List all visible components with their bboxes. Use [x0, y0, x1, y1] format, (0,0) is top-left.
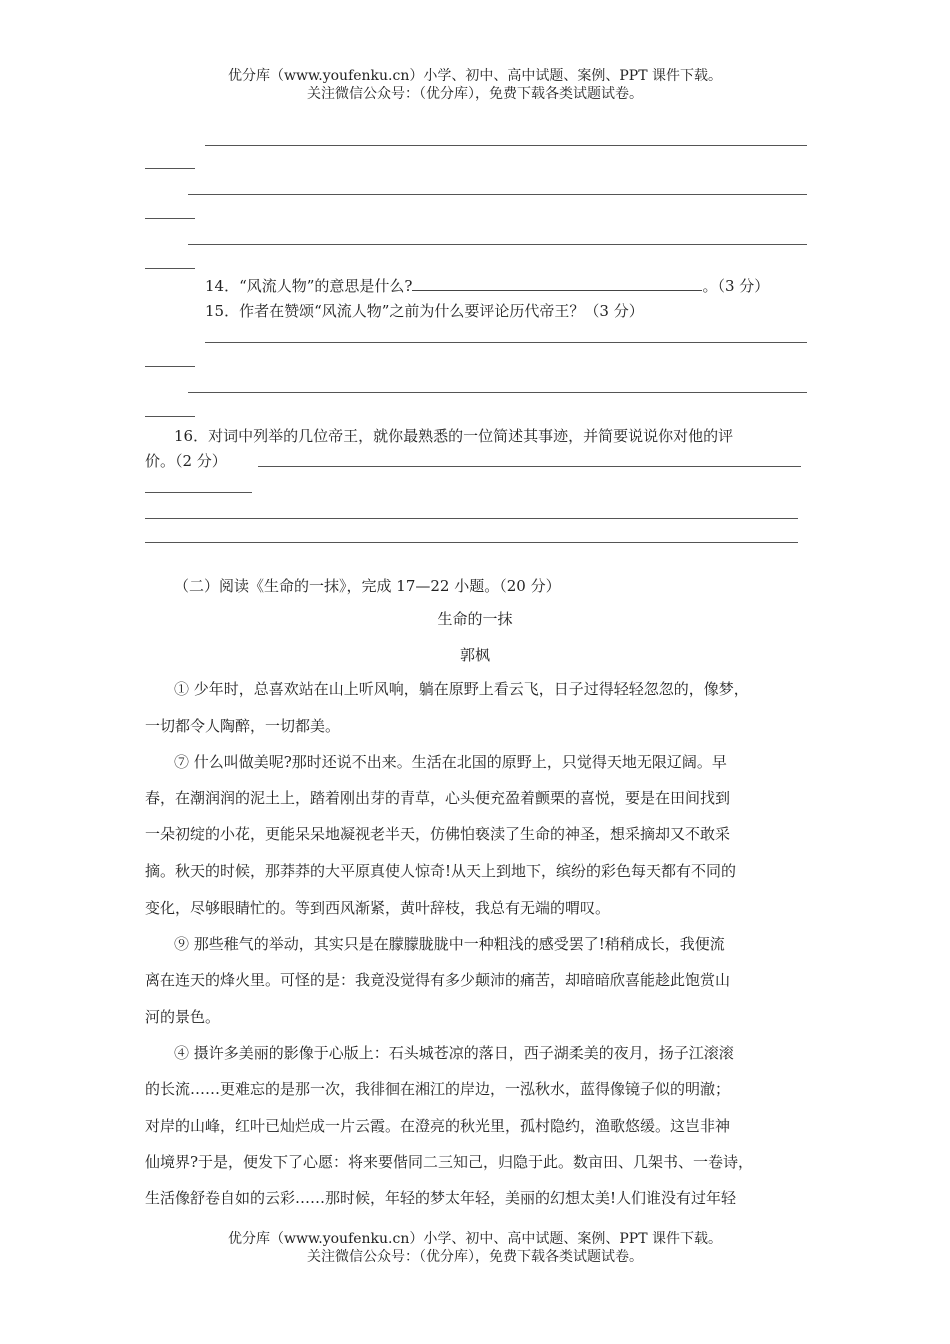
passage-line: ① 少年时，总喜欢站在山上听风响，躺在原野上看云飞，日子过得轻轻忽忽的，像梦， — [174, 680, 749, 698]
answer-line — [145, 542, 798, 543]
footer-line-2: 关注微信公众号：（优分库），免费下载各类试题试卷。 — [307, 1249, 643, 1265]
passage-line: 一切都令人陶醉，一切都美。 — [145, 717, 341, 735]
passage-line: 变化，尽够眼睛忙的。等到西风渐紧，黄叶辞枝，我总有无端的喟叹。 — [145, 899, 611, 917]
answer-line — [188, 194, 807, 195]
answer-line — [188, 392, 807, 393]
answer-line-tail — [145, 268, 195, 269]
answer-line — [258, 466, 801, 467]
passage-line: 河的景色。 — [145, 1008, 221, 1026]
passage-line: 的长流……更难忘的是那一次，我徘徊在湘江的岸边，一泓秋水，蓝得像镜子似的明澈； — [145, 1080, 731, 1098]
answer-line-tail — [145, 416, 195, 417]
passage-line: 摘。秋天的时候，那莽莽的大平原真使人惊奇!从天上到地下，缤纷的彩色每天都有不同的 — [145, 862, 737, 880]
passage-line: 一朵初绽的小花，更能呆呆地凝视老半天，仿佛怕亵渎了生命的神圣，想采摘却又不敢采 — [145, 825, 731, 843]
question-14-score: 。（3 分） — [702, 277, 770, 295]
answer-line — [205, 145, 807, 146]
section-intro: （二）阅读《生命的一抹》，完成 17—22 小题。（20 分） — [174, 577, 561, 595]
answer-line-tail — [145, 218, 195, 219]
passage-line: 春，在潮润润的泥土上，踏着刚出芽的青草，心头便充盈着颤栗的喜悦，要是在田间找到 — [145, 789, 731, 807]
question-15: 15．作者在赞颂“风流人物”之前为什么要评论历代帝王？（3 分） — [205, 302, 644, 320]
header-line-2: 关注微信公众号：（优分库），免费下载各类试题试卷。 — [307, 86, 643, 102]
passage-line: ⑨ 那些稚气的举动，其实只是在朦朦胧胧中一种粗浅的感受罢了!稍稍成长，我便流 — [174, 935, 725, 953]
passage-line: 离在连天的烽火里。可怪的是：我竟没觉得有多少颠沛的痛苦，却暗暗欣喜能趁此饱赏山 — [145, 971, 731, 989]
answer-line-tail — [145, 492, 252, 493]
answer-line — [145, 518, 798, 519]
passage-line: ④ 摄许多美丽的影像于心版上：石头城苍凉的落日，西子湖柔美的夜月，扬子江滚滚 — [174, 1044, 734, 1062]
passage-title: 生命的一抹 — [437, 610, 513, 628]
passage-line: ⑦ 什么叫做美呢?那时还说不出来。生活在北国的原野上，只觉得天地无限辽阔。早 — [174, 753, 727, 771]
question-14 — [205, 276, 769, 296]
question-16-line-1: 16．对词中列举的几位帝王，就你最熟悉的一位简述其事迹，并简要说说你对他的评 — [174, 427, 734, 445]
answer-line-tail — [145, 366, 195, 367]
question-16-line-2: 价。（2 分） — [145, 452, 227, 470]
question-14-text: 14．“风流人物”的意思是什么? — [205, 277, 413, 295]
passage-line: 对岸的山峰，红叶已灿烂成一片云霞。在澄亮的秋光里，孤村隐约，渔歌悠缓。这岂非神 — [145, 1117, 731, 1135]
q14-answer-blank — [412, 276, 702, 291]
answer-line — [188, 244, 807, 245]
answer-line-tail — [145, 168, 195, 169]
footer-line-1: 优分库（www.youfenku.cn）小学、初中、高中试题、案例、PPT 课件下载。 — [227, 1231, 722, 1247]
passage-author: 郭枫 — [459, 646, 490, 664]
passage-line: 仙境界?于是，便发下了心愿：将来要偕同二三知己，归隐于此。数亩田、几架书、一卷诗， — [145, 1153, 754, 1171]
passage-line: 生活像舒卷自如的云彩……那时候，年轻的梦太年轻，美丽的幻想太美!人们谁没有过年轻 — [145, 1189, 737, 1207]
header-line-1: 优分库（www.youfenku.cn）小学、初中、高中试题、案例、PPT 课件下载。 — [227, 68, 722, 84]
answer-line — [205, 342, 807, 343]
